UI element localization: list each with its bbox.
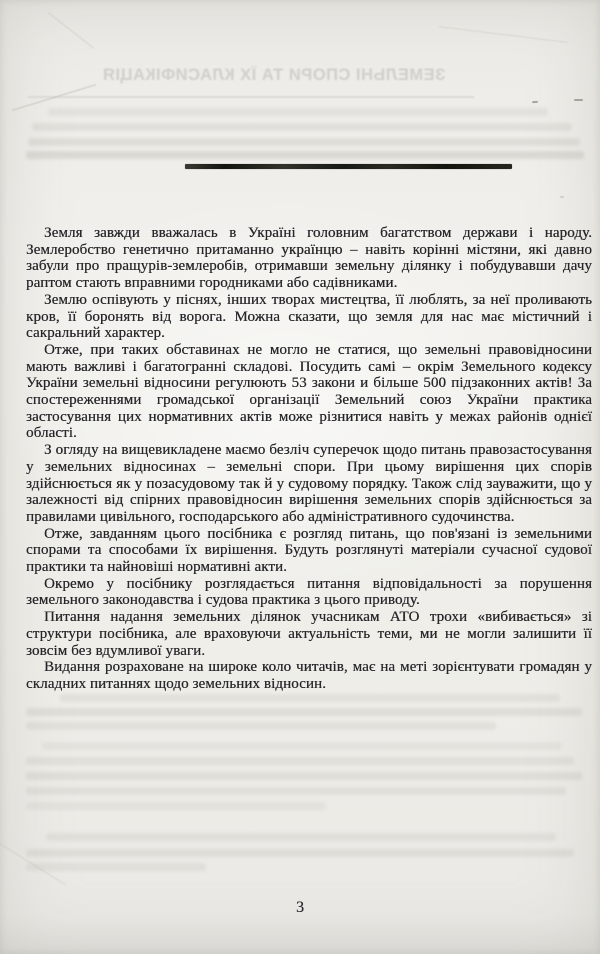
bleedthrough-rule — [28, 96, 474, 98]
bleedthrough-artifact — [26, 151, 584, 159]
bleedthrough-artifact — [46, 833, 556, 841]
paper-crease — [48, 12, 94, 48]
body-paragraph-7: Питання надання земельних ділянок учасникам АТО трохи «вибивається» зі структури посібника, але враховуючи актуальність теми, ми не могли залишити її зовсім без вдумливої уваги. — [26, 609, 592, 659]
bleedthrough-artifact — [26, 849, 574, 857]
bleedthrough-artifact — [48, 108, 548, 116]
bleedthrough-artifact — [32, 123, 572, 131]
bleedthrough-artifact — [26, 772, 582, 780]
scan-speck — [574, 99, 583, 101]
scan-speck — [532, 101, 538, 104]
bleedthrough-artifact — [26, 708, 582, 716]
paper-crease — [438, 26, 567, 43]
bleedthrough-artifact — [26, 722, 496, 730]
bleedthrough-heading: ЗЕМЕЛЬНІ СПОРИ ТА ЇХ КЛАСИФІКАЦІЯ — [102, 66, 446, 84]
section-divider-rule — [185, 164, 512, 169]
page-number: 3 — [296, 899, 304, 916]
page-body — [26, 225, 592, 693]
bleedthrough-artifact — [42, 742, 562, 750]
body-paragraph-5: Отже, завданням цього посібника є розгляд питань, що пов'язані із земельними спорами та способами їх вирішення. Будуть розглянуті матеріали сучасної судової практики та найновіші нормативні акти. — [26, 525, 592, 576]
scan-speck — [560, 196, 564, 198]
bleedthrough-artifact — [28, 138, 580, 146]
bleedthrough-artifact — [60, 694, 560, 702]
body-paragraph-4: З огляду на вищевикладене маємо безліч суперечок щодо питань правозастосування у земельних відносинах – земельні спори. При цьому вирішення цих спорів здійснюється як у позасудовому так й у судовому порядку. Також слід зауважити, що у залежності від спірних правовідносин вирішення земельних спорів здійснюється за правилами цивільного, господарського або адміністративного судочинства. — [26, 442, 592, 525]
bleedthrough-artifact — [26, 863, 206, 871]
bleedthrough-artifact — [26, 787, 566, 795]
body-paragraph-6: Окремо у посібнику розглядається питання відповідальності за порушення земельного законодавства і судова практика з цього приводу. — [26, 575, 592, 609]
body-paragraph-1: Земля завжди вважалась в Україні головним багатством держави і народу. Землеробство генетично притаманно українцю – навіть корінні містяни, які давно забули про пращурів-землеробів, отримавши земельну ділянку і побудувавши дачу раптом стають вправними городниками або садівниками. — [26, 225, 592, 292]
body-paragraph-8: Видання розраховане на широке коло читачів, має на меті зорієнтувати громадян у складних питаннях щодо земельних відносин. — [26, 659, 592, 692]
body-paragraph-3: Отже, при таких обставинах не могло не статися, що земельні правовідносини мають важливі і багатогранні складові. Посудить самі – окрім Земельного кодексу України земельні відносини регулюють 53 закони и більше 500 підзаконних актів! За спостереженнями громадської організації Земельний союз України практика застосування цих нормативних актів може різнитися навіть у межах районів однієї області. — [26, 341, 592, 442]
bleedthrough-artifact — [26, 802, 326, 810]
body-paragraph-2: Землю оспівують у піснях, інших творах мистецтва, її люблять, за неї проливають кров, її боронять від ворога. Можна сказати, що земля для нас має містичний і сакральний характер. — [26, 291, 592, 342]
bleedthrough-artifact — [26, 757, 574, 765]
